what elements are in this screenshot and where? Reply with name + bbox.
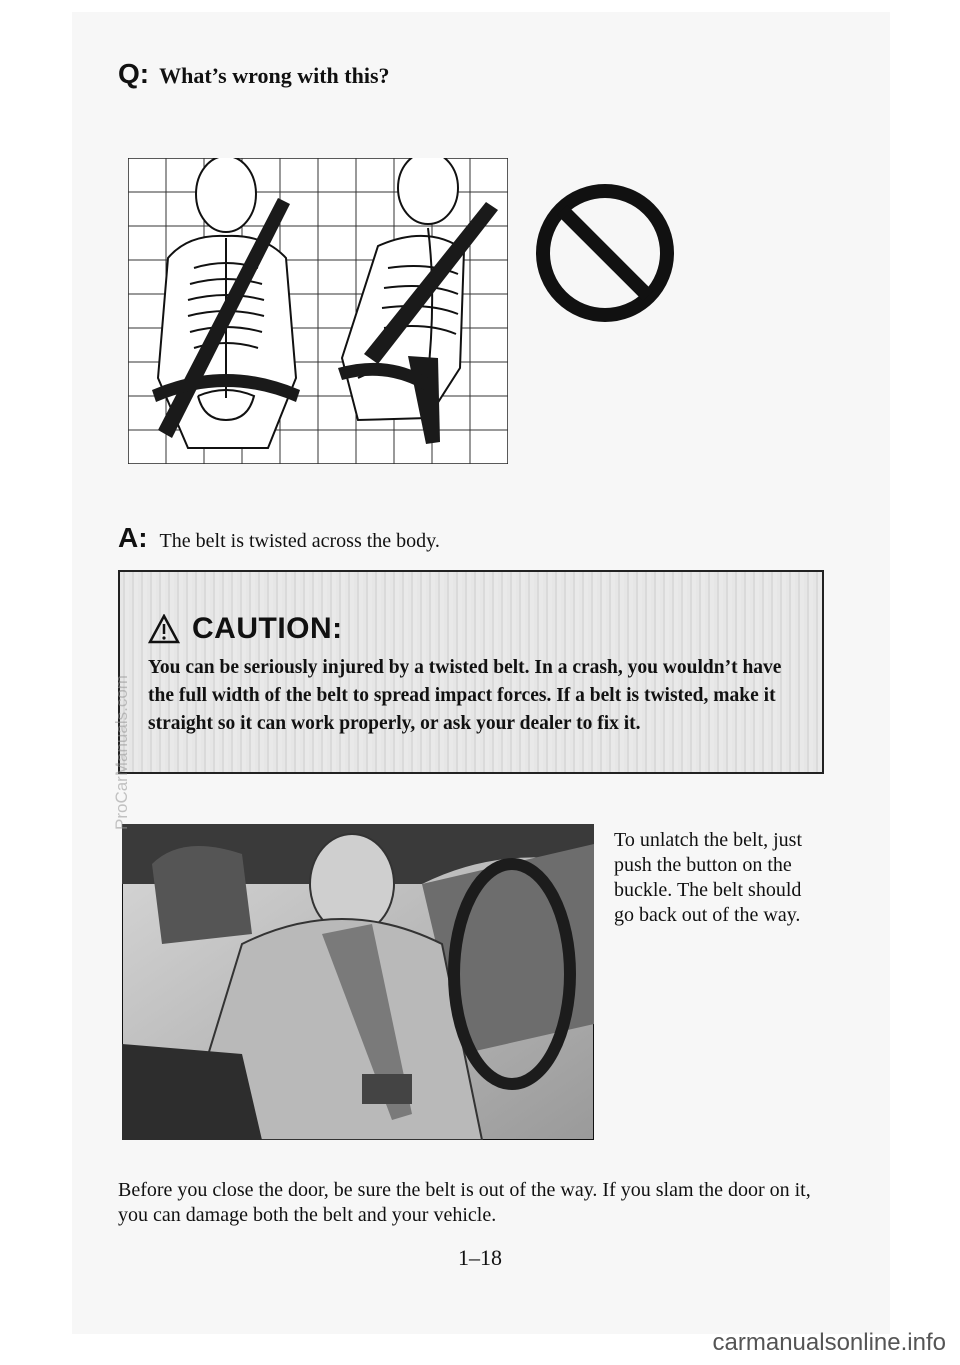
question-text: What’s wrong with this? (159, 63, 390, 88)
prohibition-icon (530, 178, 680, 328)
unlatch-instructions: To unlatch the belt, just push the button on the buckle. The belt should go back out of the way. (614, 829, 803, 926)
answer-line (118, 522, 440, 554)
bottom-watermark: carmanualsonline.info (712, 1329, 946, 1356)
answer-mark: A: (118, 522, 148, 553)
caution-box (118, 570, 824, 774)
question-line (118, 58, 390, 90)
question-mark: Q: (118, 58, 150, 89)
caution-title: CAUTION: (192, 612, 343, 645)
caution-text: You can be seriously injured by a twisted belt. In a crash, you wouldn’t have the full width of the belt to spread impact forces. If a belt is twisted, make it straight so it can work properly, or ask your dealer to fix it. (148, 657, 782, 734)
skeleton-grid-illustration (128, 158, 508, 464)
answer-text: The belt is twisted across the body. (159, 530, 440, 552)
side-watermark: ProCarManuals.com (112, 675, 131, 830)
door-instructions: Before you close the door, be sure the belt is out of the way. If you slam the door on it, you can damage both the belt and your vehicle. (118, 1179, 811, 1226)
caution-header (148, 612, 343, 646)
page-number: 1–18 (458, 1245, 502, 1270)
warning-triangle-icon (148, 614, 180, 644)
driver-photo-illustration (122, 824, 594, 1140)
